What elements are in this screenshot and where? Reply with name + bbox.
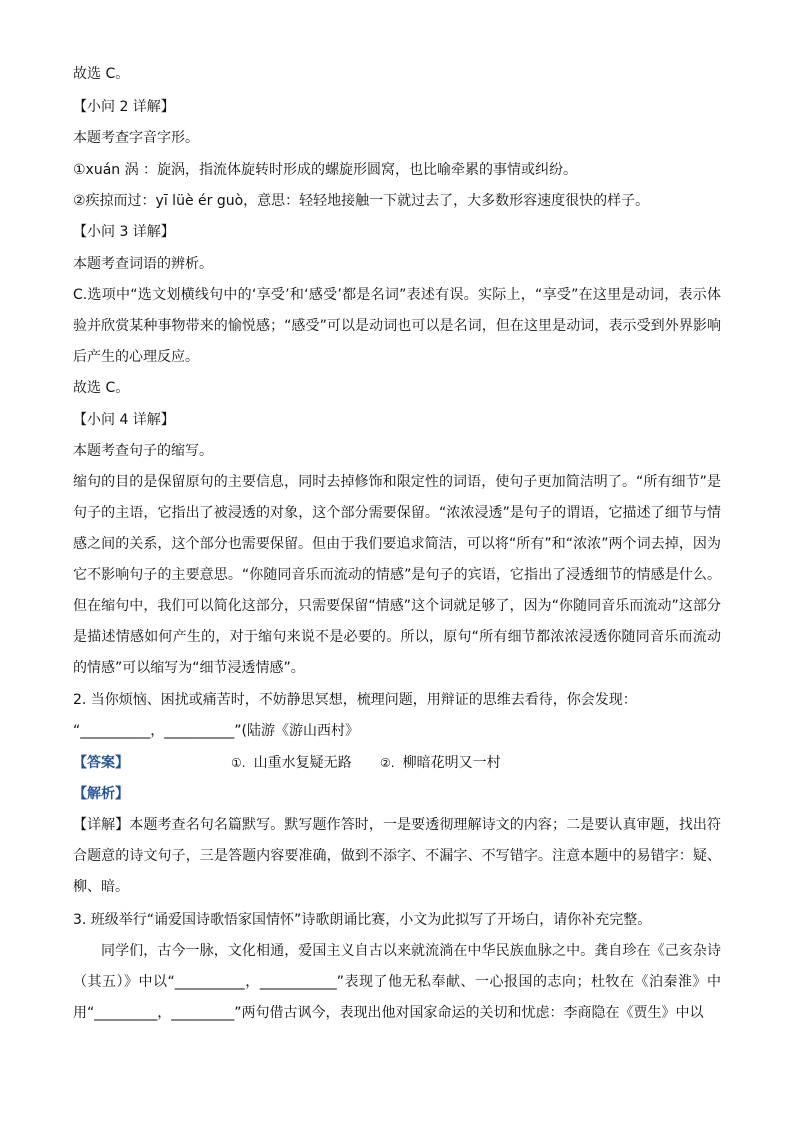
q2-stem: 2. 当你烦恼、困扰或痛苦时，不妨静思冥想，梳理问题，用辩证的思维去看待，你会发现：	[73, 692, 637, 708]
answer-1	[231, 753, 352, 773]
q2-detail	[73, 810, 721, 903]
sub3-header: 【小问 3 详解】	[73, 224, 175, 240]
sub2-header: 【小问 2 详解】	[73, 99, 175, 115]
answer-1-text: 山重水复疑无路	[253, 755, 352, 771]
sub3-intro: 本题考查词语的辨析。	[73, 256, 213, 272]
answer-2	[380, 753, 501, 773]
sub3-explanation: C.选项中“选文划横线句中的‘享受’和‘感受’都是名词”表述有误。实际上，“享受”在这里是动词，表示体验并欣赏某种事物带来的愉悦感；“感受”可以是动词也可以是名词，但在这里是动词，表示受到外界影响后产生的心理反应。	[73, 287, 721, 365]
q3-stem: 3. 班级举行“诵爱国诗歌悟家国情怀”诗歌朗诵比赛，小文为此拟写了开场白，请你补充完整。	[73, 912, 652, 928]
answer-2-number: ②.	[380, 756, 395, 770]
answer-1-number: ①.	[231, 756, 246, 770]
sub4-intro: 本题考查句子的缩写。	[73, 443, 213, 459]
choose-c-line-2: 故选 C。	[73, 380, 130, 396]
q2-blank-line: “__________，__________”(陆游《游山西村》	[73, 723, 359, 739]
analysis-tag: 【解析】	[73, 786, 129, 802]
sub4-explanation: 缩句的目的是保留原句的主要信息，同时去掉修饰和限定性的词语，使句子更加简洁明了。“所有细节”是句子的主语，它指出了被浸透的对象，这个部分需要保留。“浓浓浸透”是句子的谓语，它描述了细节与情感之间的关系，这个部分也需要保留。但由于我们要追求简洁，可以将“所有”和“浓浓”两个词去掉，因为它不影响句子的主要意思。“你随同音乐而流动的情感”是句子的宾语，它指出了浸透细节的情感是什么。但在缩句中，我们可以简化这部分，只需要保留“情感”这个词就足够了，因为“你随同音乐而流动”这部分是描述情感如何产生的，对于缩句来说不是必要的。所以，原句“所有细节都浓浓浸透你随同音乐而流动的情感”可以缩写为“细节浸透情感”。	[73, 474, 721, 676]
q3-text: 同学们，古今一脉，文化相通，爱国主义自古以来就流淌在中华民族血脉之中。龚自珍在《己亥杂诗（其五）》中以“__________，___________”表现了他无私奉献、一心报国的志向；杜牧在《泊秦淮》中用“_________，_________”两句借古讽今，表现出他对国家命运的关切和忧虑：李商隐在《贾生》中以	[73, 943, 721, 1021]
choose-c-line-1: 故选 C。	[73, 66, 130, 82]
detail-text: 本题考查名句名篇默写。默写题作答时，一是要透彻理解诗文的内容；二是要认真审题，找出符合题意的诗文句子，三是答题内容要准确，做到不添字、不漏字、不写错字。注意本题中的易错字：疑、柳、暗。	[73, 817, 722, 895]
sub2-item-1: ①xuán 涡 ：旋涡，指流体旋转时形成的螺旋形圆窝，也比喻牵累的事情或纠纷。	[73, 162, 578, 178]
sub2-item-2: ②疾掠而过：yī lüè ér guò，意思：轻轻地接触一下就过去了，大多数形容速度很快的样子。	[73, 193, 650, 209]
answer-tag: 【答案】	[73, 755, 129, 771]
detail-tag: 【详解】	[73, 817, 130, 833]
answer-2-text: 柳暗花明又一村	[402, 755, 501, 771]
sub4-header: 【小问 4 详解】	[73, 412, 175, 428]
sub2-intro: 本题考查字音字形。	[73, 130, 199, 146]
q2-answer-row	[73, 753, 723, 773]
